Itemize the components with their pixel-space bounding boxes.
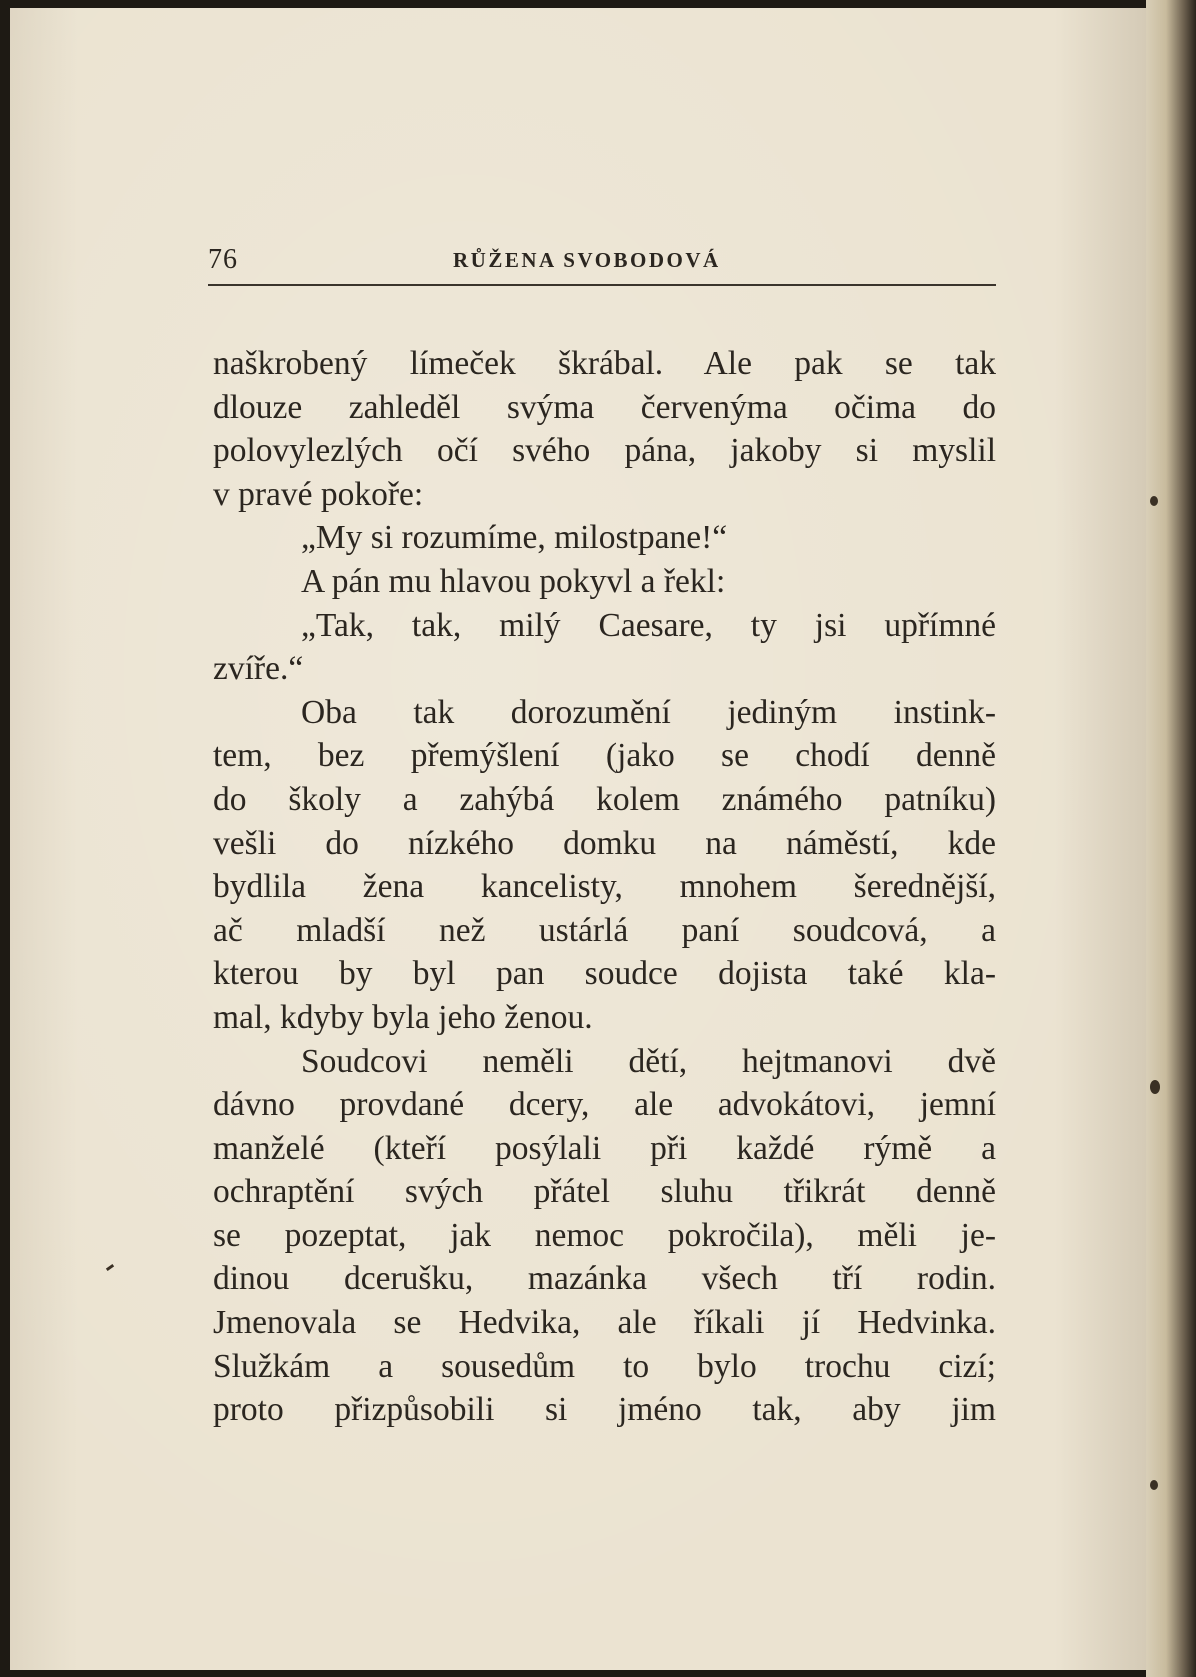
text-line: polovylezlých očí svého pána, jakoby si myslil [213, 432, 996, 470]
text-line: mal, kdyby byla jeho ženou. [213, 998, 593, 1036]
text-line: „Tak, tak, milý Caesare, ty jsi upřímné [301, 606, 996, 644]
text-line: v pravé pokoře: [213, 475, 424, 513]
gutter-spot [1150, 1080, 1160, 1094]
gutter-spot [1150, 496, 1158, 506]
gutter-spot [1150, 1480, 1158, 1490]
text-line: manželé (kteří posýlali při každé rýmě a [213, 1129, 996, 1167]
text-line: do školy a zahýbá kolem známého patníku) [213, 780, 996, 818]
text-line: kterou by byl pan soudce dojista také kla- [213, 955, 996, 993]
text-line: vešli do nízkého domku na náměstí, kde [213, 824, 996, 862]
text-line: bydlila žena kancelisty, mnohem šerednější, [213, 868, 996, 906]
body-text [213, 342, 996, 1432]
text-line: naškrobený límeček škrábal. Ale pak se tak [213, 345, 996, 382]
text-line: Jmenovala se Hedvika, ale říkali jí Hedvinka. [213, 1304, 996, 1342]
book-gutter [1146, 0, 1196, 1677]
text-line: ochraptění svých přátel sluhu třikrát denně [213, 1173, 996, 1211]
text-line: tem, bez přemýšlení (jako se chodí denně [213, 737, 996, 775]
text-line: se pozeptat, jak nemoc pokročila), měli je- [213, 1216, 996, 1254]
running-head: RŮŽENA SVOBODOVÁ [453, 248, 721, 272]
page-number: 76 [208, 244, 238, 275]
header-rule [208, 284, 996, 286]
text-line: Služkám a sousedům to bylo trochu cizí; [213, 1347, 996, 1385]
page-header [208, 244, 996, 280]
text-line: „My si rozumíme, milostpane!“ [301, 519, 728, 557]
text-line: dlouze zahleděl svýma červenýma očima do [213, 388, 996, 426]
text-line: A pán mu hlavou pokyvl a řekl: [301, 562, 726, 600]
text-line: dávno provdané dcery, ale advokátovi, jemní [213, 1086, 996, 1124]
text-line: proto přizpůsobili si jméno tak, aby jim [213, 1391, 996, 1429]
text-line: dinou dcerušku, mazánka všech tří rodin. [213, 1260, 996, 1298]
text-line: Oba tak dorozumění jediným instink- [301, 693, 996, 731]
text-line: ač mladší než ustárlá paní soudcová, a [213, 911, 996, 949]
text-line: zvíře.“ [213, 650, 304, 688]
text-line: Soudcovi neměli dětí, hejtmanovi dvě [301, 1042, 996, 1080]
